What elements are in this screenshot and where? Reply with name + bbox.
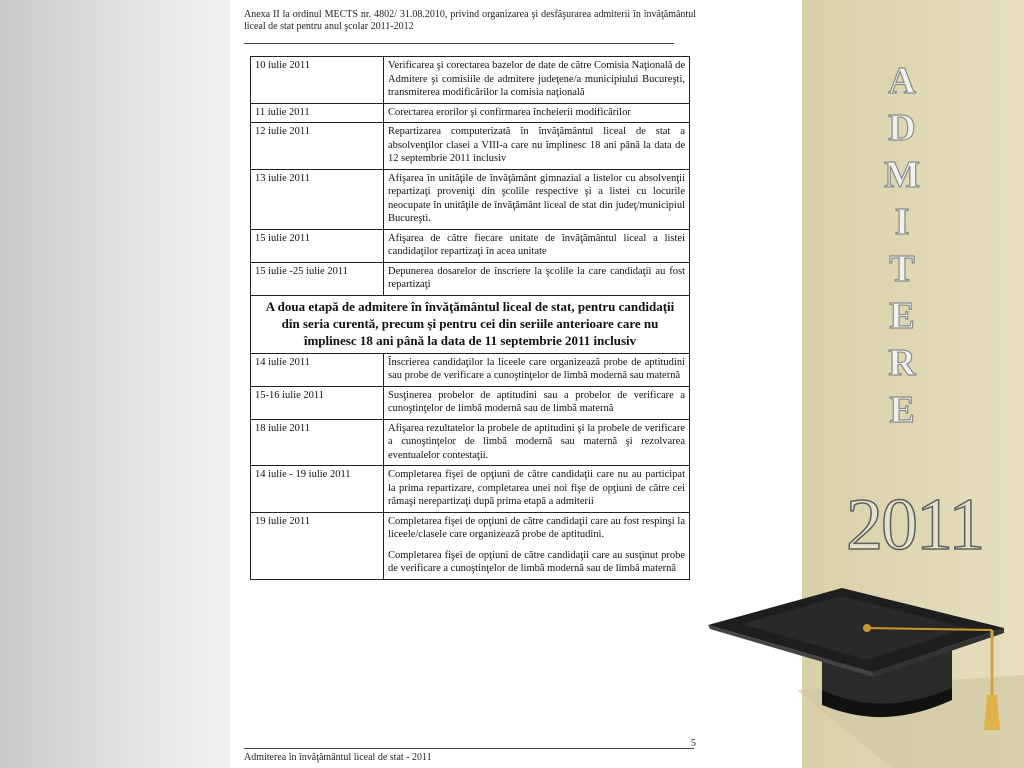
title-letter: T: [889, 248, 915, 290]
row-description: Verificarea şi corectarea bazelor de date de către Comisia Naţională de Admitere şi comisiile de admitere judeţene/a municipiului Bucureşti, transmiterea modificărilor la comisia naţională: [384, 57, 690, 104]
row-paragraph: Completarea fişei de opţiuni de către candidaţii care au susţinut probe de verificare a cunoştinţelor de limbă modernă sau de limbă maternă: [388, 549, 685, 574]
table-row: [251, 103, 690, 123]
title-letter: M: [884, 154, 920, 196]
row-date: 10 iulie 2011: [251, 57, 384, 104]
table-row: [251, 353, 690, 386]
row-date: 12 iulie 2011: [251, 123, 384, 170]
row-description: Repartizarea computerizată în învăţământul liceal de stat a absolvenţilor clasei a VIII-a care nu împlinesc 18 ani până la data de 12 septembrie 2011 inclusiv: [384, 123, 690, 170]
row-date: 18 iulie 2011: [251, 419, 384, 466]
table-row: [251, 386, 690, 419]
table-row: [251, 123, 690, 170]
row-date: 13 iulie 2011: [251, 169, 384, 229]
vertical-title: [882, 58, 922, 434]
footer-divider: [244, 748, 694, 749]
title-letter: D: [888, 107, 916, 149]
table-row: [251, 169, 690, 229]
admission-schedule-table: [250, 56, 690, 580]
row-date: 19 iulie 2011: [251, 512, 384, 579]
left-gradient-background: [0, 0, 230, 768]
table-row: [251, 229, 690, 262]
page-number: 5: [691, 738, 696, 749]
table-row: [251, 262, 690, 295]
row-description: Depunerea dosarelor de înscriere la şcolile la care candidaţii au fost repartizaţi: [384, 262, 690, 295]
graduation-cap-icon: [702, 580, 1024, 768]
row-description: Înscrierea candidaţilor la liceele care organizează probe de aptitudini sau probe de verificare a cunoştinţelor de limbă modernă sau maternă: [384, 353, 690, 386]
title-letter: R: [888, 342, 916, 384]
row-paragraph: Completarea fişei de opţiuni de către candidaţii care au fost respinşi la liceele/clasele care organizează probe de aptitudini.: [388, 515, 685, 540]
row-date: 14 iulie - 19 iulie 2011: [251, 466, 384, 513]
row-description: Completarea fişei de opţiuni de către candidaţii care nu au participat la prima repartizare, completarea unei noi fişe de opţiuni de către cei rămaşi nerepartizaţi după prima etapă a admiterii: [384, 466, 690, 513]
table-row: [251, 419, 690, 466]
row-date: 11 iulie 2011: [251, 103, 384, 123]
document-footer: Admiterea în învăţământul liceal de stat - 2011: [244, 752, 432, 763]
row-description: Afişarea rezultatelor la probele de aptitudini şi la probele de verificare a cunoştinţelor de limbă modernă sau maternă şi rezolvarea eventualelor contestaţii.: [384, 419, 690, 466]
section-heading: A doua etapă de admitere în învăţământul liceal de stat, pentru candidaţii din seria curentă, precum şi pentru cei din seriile anterioare care nu împlinesc 18 ani până la data de 11 septembrie 2011 inclusiv: [251, 295, 690, 353]
table-row: [251, 466, 690, 513]
header-divider: [244, 43, 674, 44]
decorative-side-panel: [802, 0, 1024, 768]
section-heading-row: [251, 295, 690, 353]
title-letter: E: [889, 295, 915, 337]
row-date: 14 iulie 2011: [251, 353, 384, 386]
row-date: 15 iulie -25 iulie 2011: [251, 262, 384, 295]
year-label: 2011: [846, 484, 984, 566]
row-date: 15 iulie 2011: [251, 229, 384, 262]
row-description: Susţinerea probelor de aptitudini sau a probelor de verificare a cunoştinţelor de limbă modernă sau de limbă maternă: [384, 386, 690, 419]
document-header: Anexa II la ordinul MECTS nr. 4802/ 31.08.2010, privind organizarea şi desfăşurarea admiterii în învăţământul liceal de stat pentru anul şcolar 2011-2012: [244, 9, 696, 32]
row-description: Afişarea de către fiecare unitate de învăţământul liceal a listei candidaţilor repartizaţi în acea unitate: [384, 229, 690, 262]
row-description: Corectarea erorilor şi confirmarea încheierii modificărilor: [384, 103, 690, 123]
row-description: [384, 512, 690, 579]
title-letter: E: [889, 389, 915, 431]
table-row: [251, 512, 690, 579]
row-description: Afişarea în unităţile de învăţământ gimnazial a listelor cu absolvenţii repartizaţi proveniţi din şcolile respective şi a listei cu locurile neocupate în unităţile de învăţământ liceal de stat din judeţ/municipiul Bucureşti.: [384, 169, 690, 229]
title-letter: A: [888, 60, 916, 102]
table-row: [251, 57, 690, 104]
title-letter: I: [894, 201, 910, 243]
row-date: 15-16 iulie 2011: [251, 386, 384, 419]
